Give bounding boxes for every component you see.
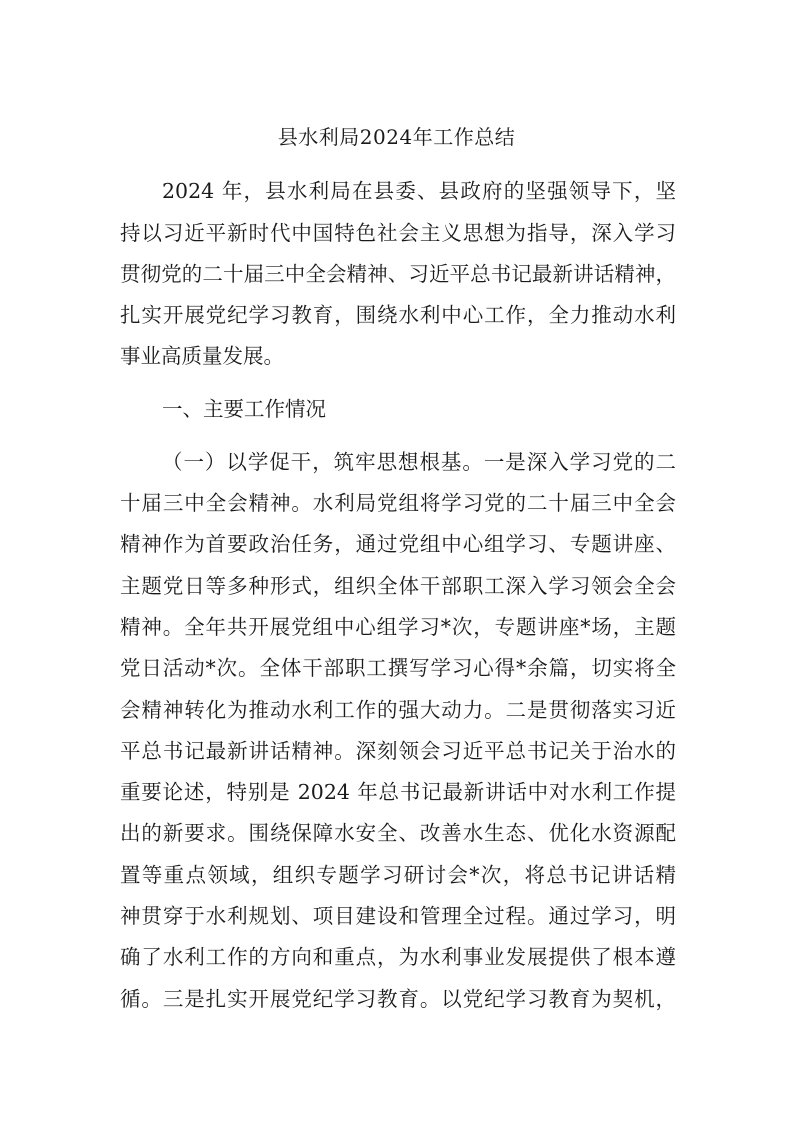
body-line-10: 出的新要求。围绕保障水安全、改善水生态、优化水资源配 (120, 821, 676, 845)
body-line-5: 精神。全年共开展党组中心组学习*次，专题讲座*场，主题 (120, 615, 676, 639)
intro-line-3: 贯彻党的二十届三中全会精神、习近平总书记最新讲话精神， (120, 262, 676, 286)
intro-line-4: 扎实开展党纪学习教育，围绕水利中心工作，全力推动水利 (120, 303, 676, 327)
document-title: 县水利局2024年工作总结 (277, 125, 516, 149)
body-line-3: 精神作为首要政治任务，通过党组中心组学习、专题讲座、 (120, 532, 676, 556)
body-line-9: 重要论述，特别是 2024 年总书记最新讲话中对水利工作提 (120, 780, 676, 804)
intro-line-5: 事业高质量发展。 (120, 344, 284, 368)
intro-line-1: 2024 年，县水利局在县委、县政府的坚强领导下，坚 (162, 179, 676, 203)
body-line-1: （一）以学促干，筑牢思想根基。一是深入学习党的二 (162, 450, 676, 474)
intro-line-2: 持以习近平新时代中国特色社会主义思想为指导，深入学习 (120, 221, 676, 245)
body-line-12: 神贯穿于水利规划、项目建设和管理全过程。通过学习，明 (120, 904, 676, 928)
body-line-2: 十届三中全会精神。水利局党组将学习党的二十届三中全会 (120, 491, 676, 515)
body-line-11: 置等重点领域，组织专题学习研讨会*次，将总书记讲话精 (120, 863, 676, 887)
body-line-6: 党日活动*次。全体干部职工撰写学习心得*余篇，切实将全 (120, 656, 676, 680)
body-line-8: 平总书记最新讲话精神。深刻领会习近平总书记关于治水的 (120, 739, 676, 763)
body-line-13: 确了水利工作的方向和重点，为水利事业发展提供了根本遵 (120, 945, 676, 969)
body-line-14: 循。三是扎实开展党纪学习教育。以党纪学习教育为契机， (120, 987, 676, 1011)
section-heading: 一、主要工作情况 (162, 397, 326, 421)
body-line-7: 会精神转化为推动水利工作的强大动力。二是贯彻落实习近 (120, 698, 676, 722)
body-line-4: 主题党日等多种形式，组织全体干部职工深入学习领会全会 (120, 574, 676, 598)
